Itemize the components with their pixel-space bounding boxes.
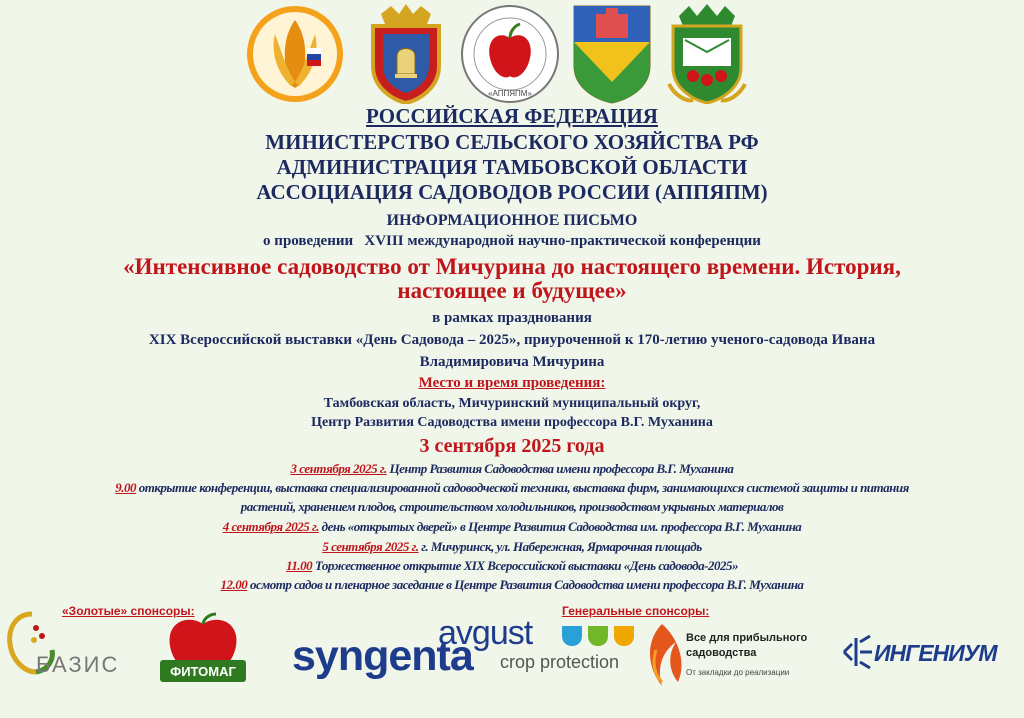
ingenium-logo-icon bbox=[840, 632, 874, 672]
ministry-agriculture-emblem bbox=[245, 4, 345, 104]
avgust-dots-icon bbox=[560, 622, 636, 648]
schedule-date-mark: 5 сентября 2025 г. bbox=[322, 539, 419, 554]
bazis-logo-text: БАЗИС bbox=[36, 652, 120, 677]
place-label: Место и время проведения: bbox=[418, 375, 606, 391]
schedule-text: день «открытых дверей» в Центре Развития Садоводства им. профессора В.Г. Муханина bbox=[318, 519, 802, 534]
schedule-text: г. Мичуринск, ул. Набережная, Ярмарочная площадь bbox=[418, 539, 702, 554]
schedule-time-mark: 11.00 bbox=[286, 558, 313, 573]
vse-subtitle: От закладки до реализации bbox=[686, 668, 790, 677]
schedule-text: открытие конференции, выставка специализированной садоводческой техники, выставка фирм, занимающихся системой защиты и питания bbox=[135, 480, 909, 495]
letter-type: ИНФОРМАЦИОННОЕ ПИСЬМО bbox=[386, 212, 638, 229]
schedule-time-mark: 12.00 bbox=[220, 577, 248, 592]
avgust-subtitle: crop protection bbox=[500, 652, 620, 672]
schedule-text: растений, хранением плодов, строительством холодильников, производством укрывных материалов bbox=[240, 499, 784, 514]
schedule-item bbox=[0, 576, 1024, 593]
schedule-item bbox=[0, 460, 1024, 477]
schedule-text: Центр Развития Садоводства имени профессора В.Г. Муханина bbox=[386, 461, 734, 476]
emblems-row bbox=[245, 4, 745, 104]
appyapm-seal bbox=[460, 4, 560, 104]
tambov-coat-of-arms bbox=[367, 4, 445, 104]
vse-line2: садоводства bbox=[686, 647, 757, 659]
ingenium-logo-text: ИНГЕНИУМ bbox=[874, 640, 997, 666]
conference-intro: о проведении XVIII международной научно-практической конференции bbox=[263, 233, 761, 249]
flame-leaf-icon bbox=[642, 620, 684, 690]
fitomag-logo-text: ФИТОМАГ bbox=[170, 664, 236, 679]
schedule-date-mark: 3 сентября 2025 г. bbox=[290, 461, 387, 476]
schedule-text: осмотр садов и пленарное заседание в Центре Развития Садоводства имени профессора В.Г. Муханина bbox=[247, 577, 804, 592]
ministry-heading: МИНИСТЕРСТВО СЕЛЬСКОГО ХОЗЯЙСТВА РФ bbox=[265, 130, 759, 154]
schedule-item bbox=[0, 479, 1024, 496]
association-heading: АССОЦИАЦИЯ САДОВОДОВ РОССИИ (АППЯПМ) bbox=[256, 180, 768, 204]
event-date: 3 сентября 2025 года bbox=[419, 435, 605, 457]
conference-title-line2: настоящее и будущее» bbox=[397, 278, 627, 303]
vse-line1: Все для прибыльного bbox=[686, 632, 808, 644]
michurinsk-city-arms bbox=[665, 4, 749, 104]
schedule-text: Торжественное открытие XIX Всероссийской выставки «День садовода-2025» bbox=[312, 558, 738, 573]
country-heading: РОССИЙСКАЯ ФЕДЕРАЦИЯ bbox=[366, 104, 658, 128]
general-sponsors-label: Генеральные спонсоры: bbox=[562, 604, 710, 618]
framework-line: в рамках празднования bbox=[432, 310, 592, 326]
exhibition-line2: Владимировича Мичурина bbox=[419, 354, 605, 370]
place-line1: Тамбовская область, Мичуринский муниципальный округ, bbox=[323, 396, 701, 411]
exhibition-line1: XIX Всероссийской выставки «День Садовода – 2025», приуроченной к 170-летию ученого-садовода Ивана bbox=[148, 332, 876, 348]
schedule-item bbox=[0, 498, 1024, 515]
administration-heading: АДМИНИСТРАЦИЯ ТАМБОВСКОЙ ОБЛАСТИ bbox=[276, 155, 748, 179]
gold-sponsors-label: «Золотые» спонсоры: bbox=[62, 604, 195, 618]
seal-text: «АППЯПМ» bbox=[488, 89, 532, 98]
schedule-item bbox=[0, 538, 1024, 555]
place-line2: Центр Развития Садоводства имени профессора В.Г. Муханина bbox=[311, 415, 713, 430]
avgust-logo-text: avgust bbox=[438, 614, 533, 652]
schedule-item bbox=[0, 518, 1024, 535]
michurinsk-district-arms bbox=[570, 4, 654, 104]
syngenta-logo: syngenta bbox=[292, 632, 473, 680]
schedule-item bbox=[0, 557, 1024, 574]
schedule-date-mark: 4 сентября 2025 г. bbox=[222, 519, 319, 534]
schedule-time-mark: 9.00 bbox=[115, 480, 136, 495]
conference-title-line1: «Интенсивное садоводство от Мичурина до настоящего времени. История, bbox=[123, 254, 901, 279]
